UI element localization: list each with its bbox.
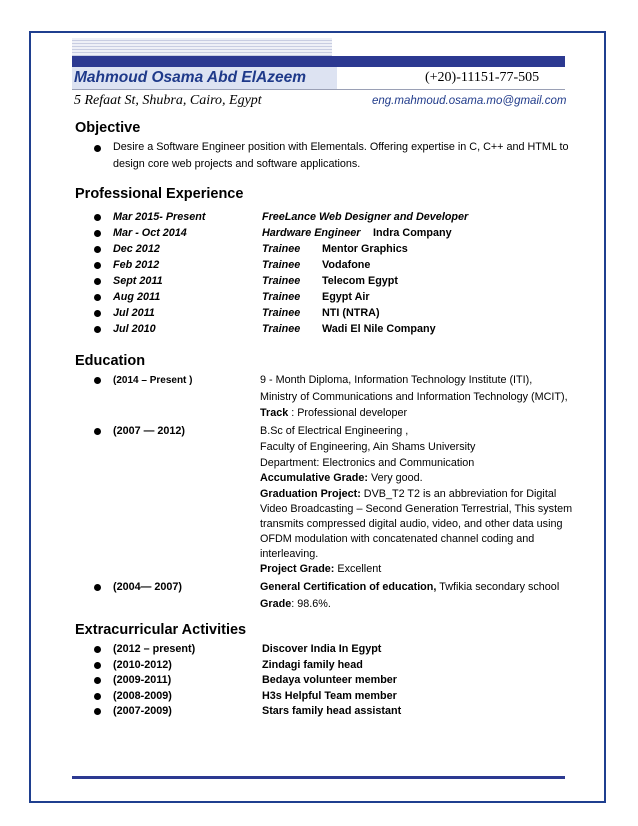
- education-bsc-line-3: Department: Electronics and Communication: [260, 457, 475, 469]
- bullet-icon: [94, 646, 101, 653]
- bullet-icon: [94, 708, 101, 715]
- header-accent-bar: [72, 56, 565, 67]
- experience-role: Trainee: [262, 307, 301, 319]
- grade-label: Accumulative Grade:: [260, 472, 369, 484]
- activity-date: (2008-2009): [113, 690, 172, 702]
- phone-number: (+20)-11151-77-505: [425, 70, 540, 85]
- cert-label: General Certification of education,: [260, 581, 437, 593]
- grade-value: Very good.: [368, 472, 423, 484]
- bullet-icon: [94, 230, 101, 237]
- bullet-icon: [94, 145, 101, 152]
- experience-company: NTI (NTRA): [322, 307, 380, 319]
- address: 5 Refaat St, Shubra, Cairo, Egypt: [74, 93, 262, 108]
- activity-date: (2012 – present): [113, 643, 196, 655]
- activity-name: H3s Helpful Team member: [262, 690, 397, 702]
- experience-date: Jul 2011: [113, 307, 155, 319]
- bullet-icon: [94, 278, 101, 285]
- bullet-icon: [94, 214, 101, 221]
- experience-company: Wadi El Nile Company: [322, 323, 436, 335]
- experience-role: Hardware Engineer: [262, 227, 361, 239]
- experience-company: Telecom Egypt: [322, 275, 398, 287]
- education-school-cert: [260, 580, 559, 595]
- education-bsc-line-10: interleaving.: [260, 548, 319, 560]
- track-value: : Professional developer: [288, 407, 408, 419]
- experience-role: Trainee: [262, 259, 301, 271]
- education-iti-date: (2014 – Present ): [113, 375, 193, 386]
- bullet-icon: [94, 326, 101, 333]
- experience-company: Vodafone: [322, 259, 371, 271]
- bullet-icon: [94, 584, 101, 591]
- school-grade-value: : 98.6%.: [291, 598, 331, 610]
- bullet-icon: [94, 677, 101, 684]
- activities-heading: Extracurricular Activities: [75, 622, 247, 638]
- activity-date: (2007-2009): [113, 705, 172, 717]
- education-school-date: (2004— 2007): [113, 581, 183, 593]
- experience-date: Aug 2011: [113, 291, 161, 303]
- experience-date: Jul 2010: [113, 323, 156, 335]
- education-school-grade: [260, 597, 331, 612]
- project-value: DVB_T2 T2 is an abbreviation for Digital: [360, 488, 557, 500]
- education-bsc-grade: [260, 471, 423, 486]
- project-grade-label: Project Grade:: [260, 563, 335, 575]
- education-bsc-line-8: transmits compressed digital audio, video, and other data using: [260, 518, 563, 530]
- bullet-icon: [94, 310, 101, 317]
- education-bsc-line-9: OFDM modulation with concatenated channel coding and: [260, 533, 535, 545]
- activity-name: Stars family head assistant: [262, 705, 402, 717]
- bullet-icon: [94, 662, 101, 669]
- experience-heading: Professional Experience: [75, 186, 244, 202]
- activity-name: Discover India In Egypt: [262, 643, 382, 655]
- activity-name: Zindagi family head: [262, 659, 363, 671]
- project-grade-value: Excellent: [334, 563, 382, 575]
- header-divider: [72, 89, 565, 90]
- experience-date: Sept 2011: [113, 275, 163, 287]
- experience-date: Feb 2012: [113, 259, 160, 271]
- activity-name: Bedaya volunteer member: [262, 674, 398, 686]
- education-heading: Education: [75, 353, 146, 369]
- school-grade-label: Grade: [260, 598, 292, 610]
- education-bsc-project-grade: [260, 562, 381, 577]
- email-link[interactable]: eng.mahmoud.osama.mo@gmail.com: [372, 95, 567, 107]
- education-bsc-project: [260, 487, 556, 502]
- education-bsc-line-1: B.Sc of Electrical Engineering ,: [260, 425, 409, 437]
- bullet-icon: [94, 262, 101, 269]
- bullet-icon: [94, 246, 101, 253]
- objective-text-line-1: Desire a Software Engineer position with Elementals. Offering expertise in C, C++ and HTML to: [113, 141, 569, 153]
- education-iti-line-2: Ministry of Communications and Information Technology (MCIT),: [260, 391, 568, 403]
- objective-heading: Objective: [75, 120, 141, 136]
- education-bsc-line-2: Faculty of Engineering, Ain Shams University: [260, 441, 476, 453]
- experience-company: Egypt Air: [322, 291, 370, 303]
- education-iti-track: [260, 406, 407, 421]
- experience-role: Trainee: [262, 243, 301, 255]
- experience-company: Indra Company: [373, 227, 452, 239]
- bullet-icon: [94, 377, 101, 384]
- footer-divider: [72, 776, 565, 779]
- candidate-name: Mahmoud Osama Abd ElAzeem: [74, 69, 306, 86]
- header-hatch-decoration: [72, 38, 332, 56]
- activity-date: (2010-2012): [113, 659, 172, 671]
- track-label: Track: [260, 407, 289, 419]
- activity-date: (2009-2011): [113, 674, 172, 686]
- education-iti-line-1: 9 - Month Diploma, Information Technology Institute (ITI),: [260, 374, 533, 386]
- experience-date: Dec 2012: [113, 243, 160, 255]
- cert-value: Twfikia secondary school: [436, 581, 560, 593]
- project-label: Graduation Project:: [260, 488, 361, 500]
- experience-company: Mentor Graphics: [322, 243, 408, 255]
- bullet-icon: [94, 428, 101, 435]
- bullet-icon: [94, 294, 101, 301]
- experience-date: Mar 2015- Present: [113, 211, 206, 223]
- education-bsc-date: (2007 — 2012): [113, 425, 186, 437]
- experience-role: Trainee: [262, 323, 301, 335]
- experience-role: Trainee: [262, 291, 301, 303]
- bullet-icon: [94, 693, 101, 700]
- objective-text-line-2: design core web projects and software applications.: [113, 158, 361, 170]
- experience-date: Mar - Oct 2014: [113, 227, 187, 239]
- experience-role: Trainee: [262, 275, 301, 287]
- experience-role: FreeLance Web Designer and Developer: [262, 211, 469, 223]
- education-bsc-line-7: Video Broadcasting – Second Generation Terrestrial, This system: [260, 503, 573, 515]
